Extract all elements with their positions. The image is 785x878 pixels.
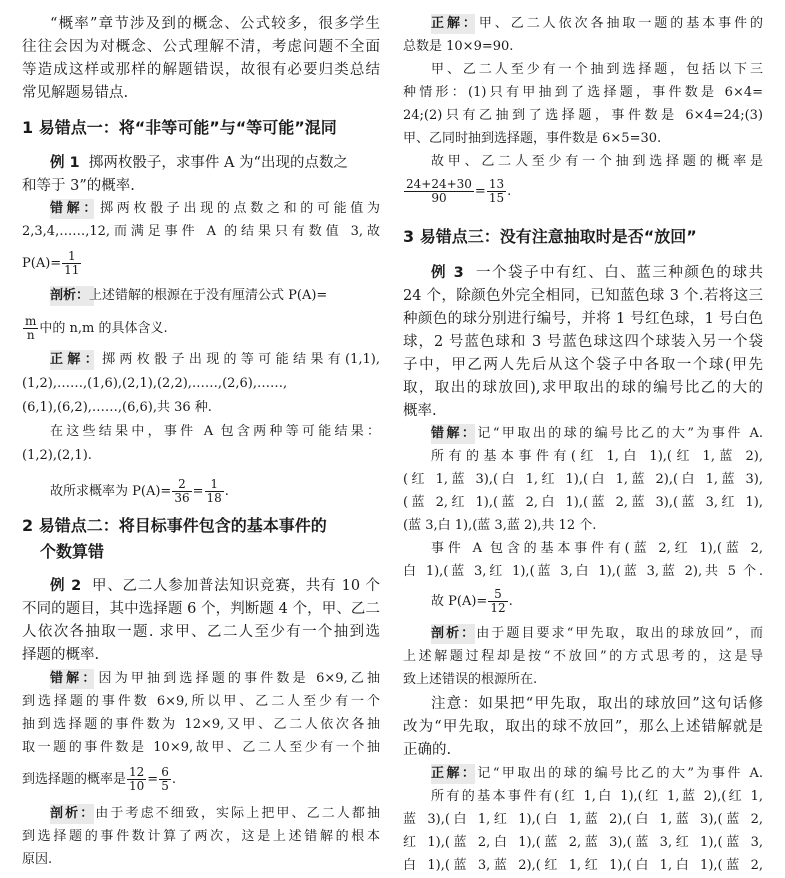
fraction: $\frac{5}{12}$ <box>490 587 506 615</box>
example-1-line: 和等于 3”的概率. <box>22 178 135 194</box>
correct-solution-label: 正解： <box>431 766 478 781</box>
correct-solution-line: (1,2),……,(1,6),(2,1),(2,2),……,(2,6),……, <box>22 376 288 391</box>
wrong-solution-line: 白 1),(蓝 3,红 1),(蓝 3,白 1),(蓝 3,蓝 2),共 5 个. <box>403 564 763 579</box>
correct-solution-1: 正解：掷两枚骰子出现的等可能结果有(1,1), <box>50 352 380 367</box>
example-3-line: 种颜色的球分别进行编号，并将 1 号红色球，1 号白色 <box>403 311 763 327</box>
correct-solution-line: 在这些结果中，事件 A 包含两种等可能结果： <box>50 424 380 439</box>
final-probability-2: $\frac{24+24+30}{90}$ = $\frac{13}{15}$ . <box>406 177 512 205</box>
wrong-solution-label: 错解： <box>50 671 99 686</box>
correct-solution-line: 总数是 10×9=90. <box>403 39 514 54</box>
correct-solution-line: 蓝 3),(白 1,红 1),(白 1,蓝 2),(白 1,蓝 3),(蓝 2, <box>403 812 763 827</box>
correct-solution-line: 白 1),(蓝 3,蓝 2),(红 1,红 1),(白 1,白 1),(蓝 2, <box>403 858 763 873</box>
example-2-line: 择题的概率. <box>22 647 100 663</box>
analysis-3-line: 上述解题过程却是按“不放回”的方式思考的，这是导 <box>403 649 763 664</box>
intro-line: 往往会因为对概念、公式理解不清，考虑问题不全面 <box>22 39 380 55</box>
correct-solution-line: 24;(2)只有乙抽到了选择题，事件数是 6×4=24;(3) <box>403 108 763 123</box>
analysis-1: 剖析：上述错解的根源在于没有厘清公式 P(A)= <box>50 288 328 303</box>
example-2-line: 人依次各抽取一题. 求甲、乙二人至少有一个抽到选 <box>22 624 380 640</box>
wrong-solution-label: 错解： <box>50 201 101 216</box>
fraction: $\frac{2}{36}$ <box>174 477 190 505</box>
fraction: $\frac{24+24+30}{90}$ <box>406 177 472 205</box>
wrong-solution-line: (蓝 2,红 1),(蓝 2,白 1),(蓝 2,蓝 3),(蓝 3,红 1), <box>403 495 763 510</box>
analysis-2-line: 原因. <box>22 852 53 867</box>
analysis-label: 剖析： <box>431 626 477 641</box>
correct-solution-line: 甲、乙二人至少有一个抽到选择题，包括以下三 <box>431 62 763 77</box>
fraction: $\frac{6}{5}$ <box>161 765 169 793</box>
wrong-solution-line: (红 1,蓝 3),(白 1,红 1),(白 1,蓝 2),(白 1,蓝 3), <box>403 472 763 487</box>
note-line: 注意：如果把“甲先取，取出的球放回”这句话修 <box>431 696 763 712</box>
example-1-label: 例 1 <box>50 155 80 171</box>
wrong-solution-line: 到选择题的事件数 6×9,所以甲、乙二人至少有一个 <box>22 694 380 709</box>
section-2-heading: 个数算错 <box>40 542 105 561</box>
note-line: 改为“甲先取，取出的球不放回”，那么上述错解就是 <box>403 719 763 735</box>
wrong-solution-line: 取一题的事件数是 10×9,故甲、乙二人至少有一个抽 <box>22 740 380 755</box>
intro-line: “概率”章节涉及到的概念、公式较多，很多学生 <box>50 16 380 32</box>
correct-solution-line: (1,2),(2,1). <box>22 448 92 463</box>
example-3-label: 例 3 <box>431 265 464 281</box>
correct-solution-2: 正解：甲、乙二人依次各抽取一题的基本事件的 <box>431 16 763 31</box>
final-probability-1: 故所求概率为 P(A)= $\frac{2}{36}$ = $\frac{1}{18}$ . <box>50 477 229 505</box>
correct-solution-label: 正解： <box>431 16 479 31</box>
section-1-heading: 1 易错点一：将“非等可能”与“等可能”混同 <box>22 118 337 137</box>
example-2-line: 不同的题目，其中选择题 6 个，判断题 4 个，甲、乙二 <box>22 601 380 617</box>
example-1: 例 1 掷两枚骰子，求事件 A 为“出现的点数之 <box>50 155 348 171</box>
section-3-heading: 3 易错点三：没有注意抽取时是否“放回” <box>403 227 697 246</box>
wrong-probability-2: 到选择题的概率是 $\frac{12}{10}$ = $\frac{6}{5}$ . <box>22 765 176 793</box>
correct-solution-line: 种情形：(1)只有甲抽到了选择题，事件数是 6×4= <box>403 85 763 100</box>
fraction: $\frac{1}{18}$ <box>206 477 222 505</box>
fraction: $\frac{1}{11}$ <box>64 249 80 277</box>
wrong-solution-2: 错解：因为甲抽到选择题的事件数是 6×9,乙抽 <box>50 671 380 686</box>
wrong-solution-line: (蓝 3,白 1),(蓝 3,蓝 2),共 12 个. <box>403 518 597 533</box>
wrong-solution-line: 事件 A 包含的基本事件有(蓝 2,红 1),(蓝 2, <box>431 541 763 556</box>
analysis-label: 剖析： <box>50 806 96 821</box>
analysis-2: 剖析：由于考虑不细致，实际上把甲、乙二人都抽 <box>50 806 380 821</box>
example-3-line: 概率. <box>403 403 437 419</box>
example-3-line: 子中，甲乙两人先后从这个袋子中各取一个球(甲先 <box>403 357 763 373</box>
wrong-solution-line: 2,3,4,……,12,而满足事件 A 的结果只有数值 3,故 <box>22 224 380 239</box>
note-line: 正确的. <box>403 742 452 758</box>
wrong-solution-3: 错解：记“甲取出的球的编号比乙的大”为事件 A. <box>431 426 763 441</box>
correct-solution-line: 所有的基本事件有(红 1,白 1),(红 1,蓝 2),(红 1, <box>431 789 763 804</box>
example-2: 例 2 甲、乙二人参加普法知识竞赛，共有 10 个 <box>50 578 381 594</box>
wrong-solution-line: 抽到选择题的事件数为 12×9,又甲、乙二人依次各抽 <box>22 717 380 732</box>
correct-solution-line: (6,1),(6,2),……,(6,6),共 36 种. <box>22 400 212 415</box>
analysis-3: 剖析：由于题目要求“甲先取，取出的球放回”，而 <box>431 626 763 641</box>
analysis-3-line: 致上述错误的根源所在. <box>403 672 538 687</box>
analysis-2-line: 到选择题的事件数计算了两次，这是上述错解的根本 <box>22 829 380 844</box>
section-2-heading: 2 易错点二：将目标事件包含的基本事件的 <box>22 516 327 535</box>
intro-line: 等造成这样或那样的解题错误，故很有必要归类总结 <box>22 62 380 78</box>
correct-solution-line: 甲、乙同时抽到选择题，事件数是 6×5=30. <box>403 131 662 146</box>
fraction: $\frac{m}{n}$ <box>25 314 37 342</box>
example-3-line: 取，取出的球放回),求甲取出的球的编号比乙的大的 <box>403 380 763 396</box>
correct-solution-line: 故甲、乙二人至少有一个抽到选择题的概率是 <box>431 154 763 169</box>
analysis-1-line: $\frac{m}{n}$ 中的 n,m 的具体含义. <box>25 314 168 342</box>
intro-line: 常见解题易错点. <box>22 85 129 101</box>
example-3-line: 24 个，除颜色外完全相同，已知蓝色球 3 个.若将这三 <box>403 288 763 304</box>
wrong-solution-1: 错解：掷两枚骰子出现的点数之和的可能值为 <box>50 201 380 216</box>
wrong-solution-label: 错解： <box>431 426 478 441</box>
analysis-label: 剖析： <box>50 288 90 303</box>
correct-solution-label: 正解： <box>50 352 103 367</box>
example-3-line: 球，2 号蓝色球和 3 号蓝色球这四个球装入另一个袋 <box>403 334 763 350</box>
example-3: 例 3 一个袋子中有红、白、蓝三种颜色的球共 <box>431 265 764 281</box>
correct-solution-3: 正解：记“甲取出的球的编号比乙的大”为事件 A. <box>431 766 763 781</box>
wrong-probability-3: 故 P(A)= $\frac{5}{12}$ . <box>431 587 513 615</box>
fraction: $\frac{13}{15}$ <box>488 177 505 205</box>
wrong-solution-line: 所有的基本事件有(红 1,白 1),(红 1,蓝 2), <box>431 449 763 464</box>
wrong-probability: P(A)= $\frac{1}{11}$ <box>22 249 80 277</box>
correct-solution-line: 红 1),(蓝 2,白 1),(蓝 2,蓝 3),(蓝 3,红 1),(蓝 3, <box>403 835 763 850</box>
example-2-label: 例 2 <box>50 578 82 594</box>
fraction: $\frac{12}{10}$ <box>129 765 145 793</box>
